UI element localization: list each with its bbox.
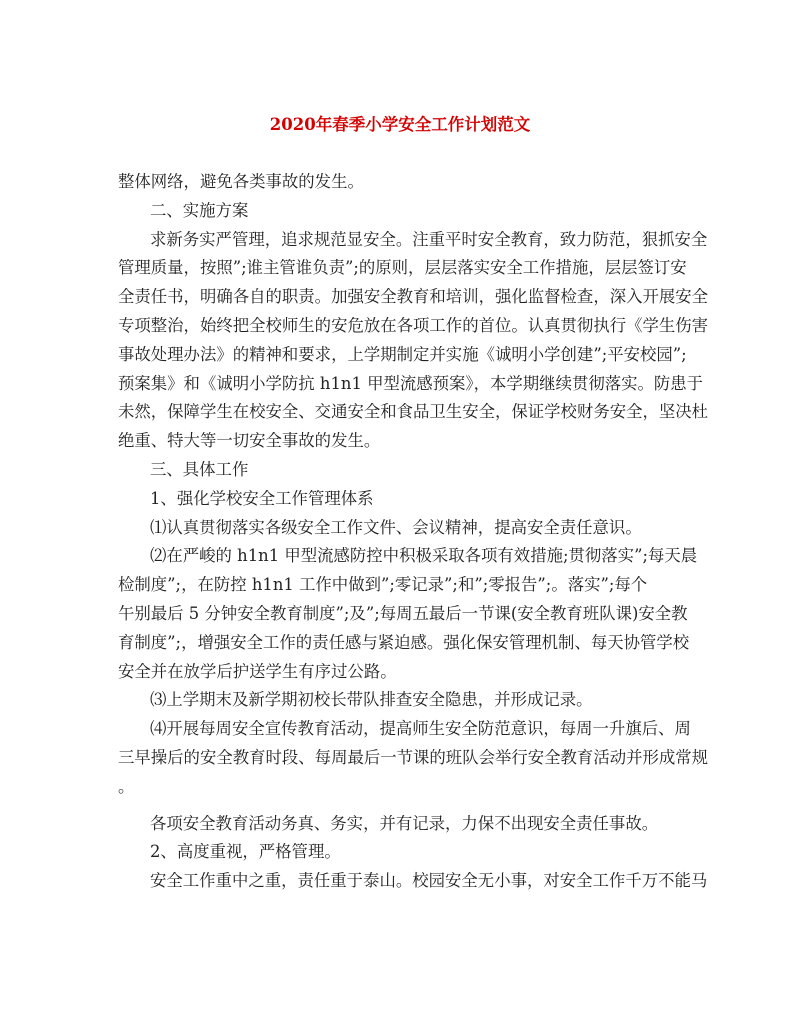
document-body: [118, 168, 709, 896]
paragraph-line: 检制度”;，在防控 h1n1 工作中做到”;零记录”;和”;零报告”;。落实”;每个: [118, 575, 648, 595]
list-item: ⑷开展每周安全宣传教育活动，提高师生安全防范意识，每周一升旗后、周: [150, 719, 691, 739]
section-heading: 三、具体工作: [150, 459, 249, 479]
list-item: ⑶上学期末及新学期初校长带队排查安全隐患，并形成记录。: [150, 690, 593, 710]
paragraph-line: 午别最后 5 分钟安全教育制度”;及”;每周五最后一节课(安全教育班队课)安全教: [118, 603, 688, 623]
paragraph-line: 全责任书，明确各自的职责。加强安全教育和培训，强化监督检查，深入开展安全: [118, 287, 709, 307]
subsection-heading: 2、高度重视，严格管理。: [150, 842, 341, 862]
paragraph-line: 整体网络，避免各类事故的发生。: [118, 172, 364, 191]
paragraph-line: 管理质量，按照”;谁主管谁负责”;的原则，层层落实安全工作措施，层层签订安: [118, 258, 687, 278]
paragraph-line: 。: [118, 776, 135, 796]
document-title: 2020年春季小学安全工作计划范文: [269, 115, 531, 134]
paragraph-line: 三早操后的安全教育时段、每周最后一节课的班队会举行安全教育活动并形成常规: [118, 747, 709, 767]
paragraph-line: 专项整治，始终把全校师生的安危放在各项工作的首位。认真贯彻执行《学生伤害: [118, 315, 709, 335]
paragraph-line: 绝重、特大等一切安全事故的发生。: [118, 431, 381, 451]
paragraph-line: 各项安全教育活动务真、务实，并有记录，力保不出现安全责任事故。: [150, 813, 659, 833]
subsection-heading: 1、强化学校安全工作管理体系: [150, 488, 374, 508]
paragraph-line: 预案集》和《诚明小学防抗 h1n1 甲型流感预案》，本学期继续贯彻落实。防患于: [118, 373, 704, 393]
paragraph-line: 未然，保障学生在校安全、交通安全和食品卫生安全，保证学校财务安全，坚决杜: [118, 402, 709, 422]
paragraph-line: 事故处理办法》的精神和要求，上学期制定并实施《诚明小学创建”;平安校园”;: [118, 344, 687, 364]
paragraph-line: 安全并在放学后护送学生有序过公路。: [118, 661, 397, 681]
paragraph-line: 育制度”;，增强安全工作的责任感与紧迫感。强化保安管理机制、每天协管学校: [118, 632, 690, 652]
paragraph-line: 安全工作重中之重，责任重于泰山。校园安全无小事，对安全工作千万不能马: [150, 871, 708, 891]
paragraph-spacer: [118, 802, 684, 810]
section-heading: 二、实施方案: [150, 200, 249, 220]
paragraph-line: 求新务实严管理，追求规范显安全。注重平时安全教育，致力防范，狠抓安全: [150, 229, 708, 249]
list-item: ⑵在严峻的 h1n1 甲型流感防控中积极采取各项有效措施;贯彻落实”;每天晨: [150, 546, 698, 566]
list-item: ⑴认真贯彻落实各级安全工作文件、会议精神，提高安全责任意识。: [150, 517, 642, 537]
